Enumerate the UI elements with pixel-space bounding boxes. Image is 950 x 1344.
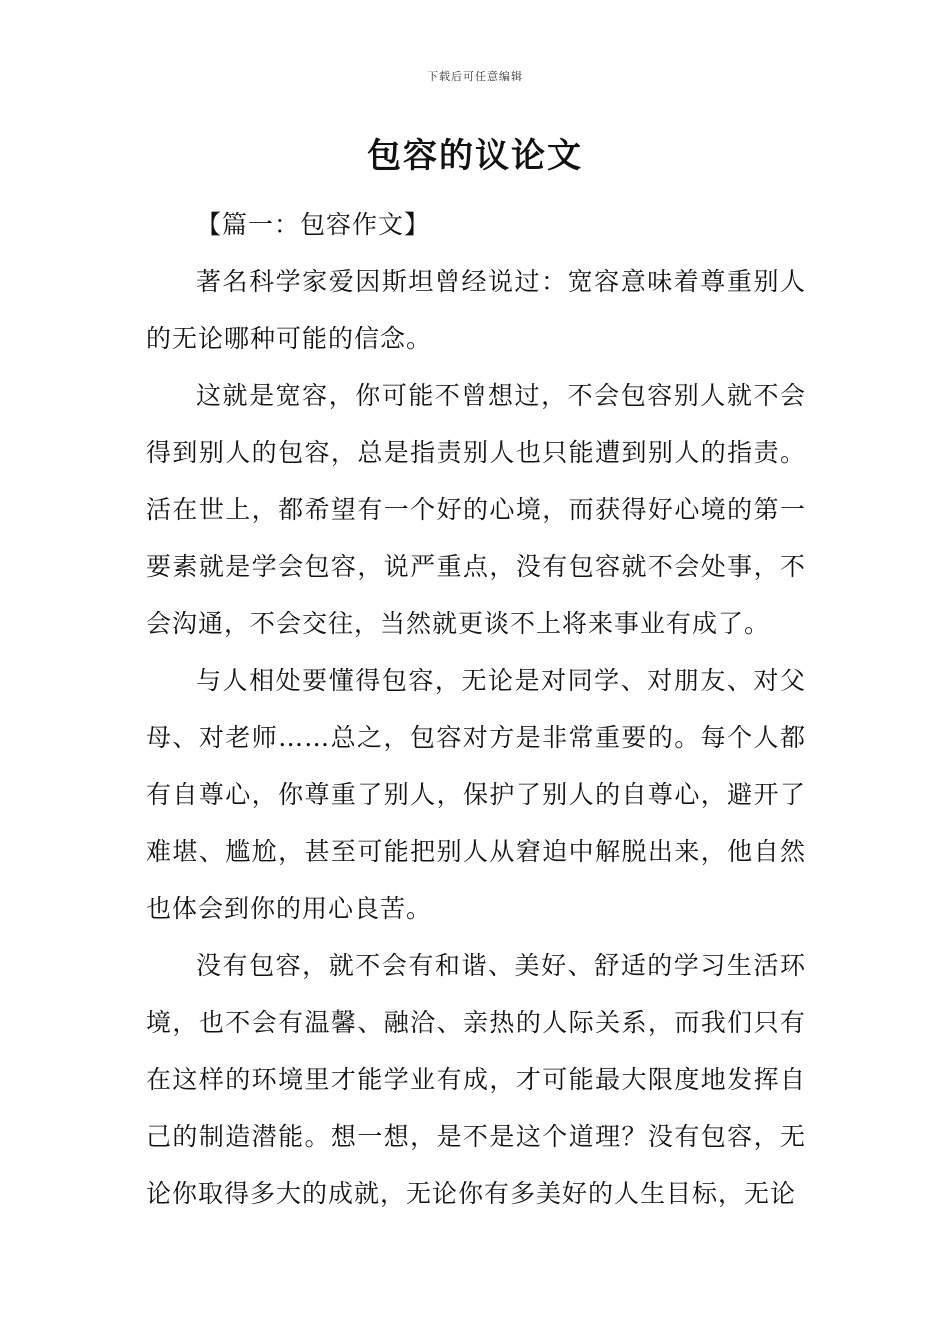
paragraph-2: 这就是宽容，你可能不曾想过，不会包容别人就不会得到别人的包容，总是指责别人也只能遭到别人的指责。活在世上，都希望有一个好的心境，而获得好心境的第一要素就是学会包容，说严重点，没有包容就不会处事，不会沟通，不会交往，当然就更谈不上将来事业有成了。: [146, 381, 806, 638]
document-body: [146, 196, 806, 1222]
header-note: 下载后可任意编辑: [427, 70, 523, 83]
paragraph-4: 没有包容，就不会有和谐、美好、舒适的学习生活环境，也不会有温馨、融洽、亲热的人际关系，而我们只有在这样的环境里才能学业有成，才可能最大限度地发挥自己的制造潜能。想一想，是不是这个道理？没有包容，无论你取得多大的成就，无论你有多美好的人生目标，无论: [146, 951, 806, 1208]
paragraph-1: 著名科学家爱因斯坦曾经说过：宽容意味着尊重别人的无论哪种可能的信念。: [146, 267, 806, 353]
paragraph-3: 与人相处要懂得包容，无论是对同学、对朋友、对父母、对老师……总之，包容对方是非常重要的。每个人都有自尊心，你尊重了别人，保护了别人的自尊心，避开了难堪、尴尬，甚至可能把别人从窘迫中解脱出来，他自然也体会到你的用心良苦。: [146, 666, 806, 923]
section-heading: 【篇一：包容作文】: [196, 210, 431, 239]
document-title: 包容的议论文: [367, 136, 583, 176]
